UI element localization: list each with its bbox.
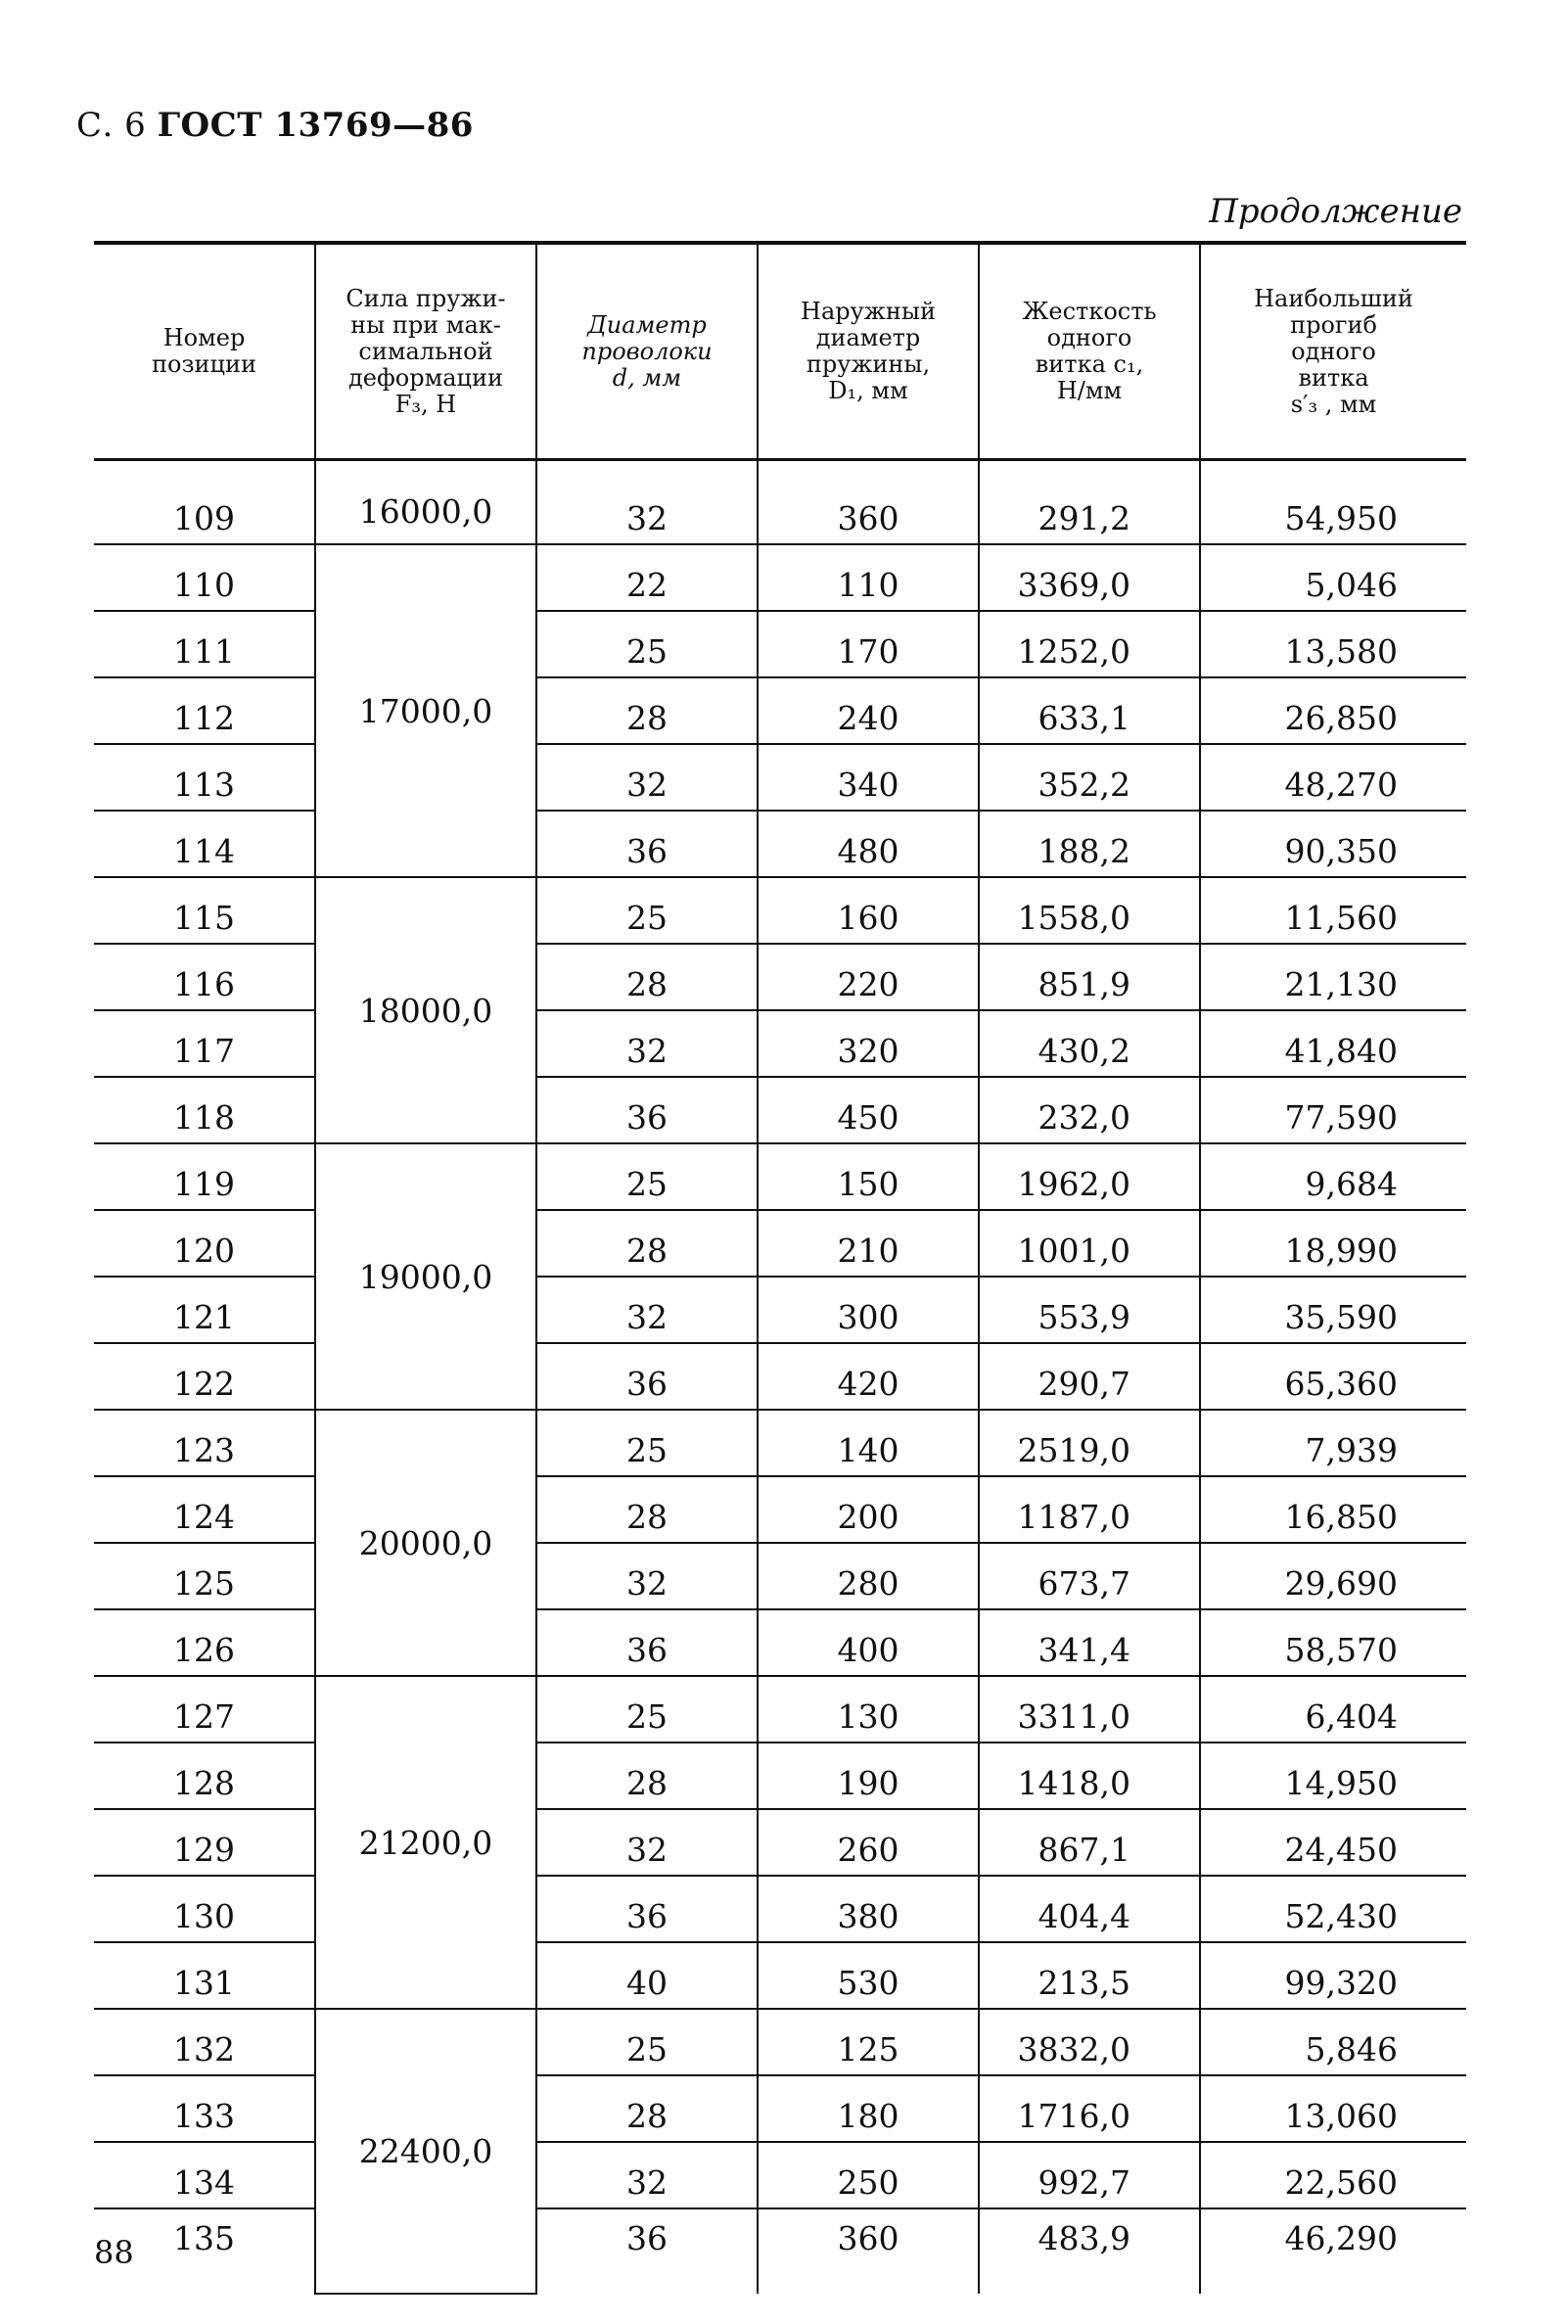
position-number: 119 (94, 1143, 315, 1210)
coil-deflection: 26,850 (1200, 677, 1466, 744)
coil-deflection: 21,130 (1200, 944, 1466, 1010)
wire-diameter: 32 (536, 479, 758, 544)
coil-deflection: 16,850 (1200, 1476, 1466, 1543)
table-row (94, 811, 1466, 877)
header-line: Номер (162, 324, 246, 351)
position-number: 124 (94, 1476, 315, 1543)
table-row (94, 2142, 1466, 2208)
header-line: Диаметр (587, 310, 707, 339)
header-line: F₃, Н (394, 390, 457, 418)
coil-deflection: 6,404 (1200, 1676, 1466, 1743)
spring-parameters-table (94, 245, 1466, 2295)
coil-stiffness: 404,4 (979, 1876, 1200, 1942)
header-line: позиции (152, 350, 256, 378)
header-line: ны при мак- (350, 310, 501, 339)
coil-deflection: 41,840 (1200, 1010, 1466, 1077)
table-row (94, 479, 1466, 544)
position-number: 131 (94, 1942, 315, 2009)
position-number: 120 (94, 1210, 315, 1277)
table-row (94, 611, 1466, 677)
wire-diameter: 36 (536, 811, 758, 877)
header-line: симальной (358, 337, 493, 365)
table-row (94, 1343, 1466, 1410)
coil-deflection: 11,560 (1200, 877, 1466, 944)
coil-stiffness: 992,7 (979, 2142, 1200, 2208)
header-position (94, 245, 315, 460)
table-row (94, 877, 1466, 944)
header-line: витка (1298, 363, 1369, 392)
table-row (94, 2075, 1466, 2142)
header-wire-diameter (536, 245, 758, 460)
coil-stiffness: 232,0 (979, 1077, 1200, 1143)
header-line: Н/мм (1056, 377, 1123, 404)
outer-diameter: 180 (758, 2075, 979, 2142)
wire-diameter: 32 (536, 1277, 758, 1343)
table-row (94, 944, 1466, 1010)
coil-stiffness: 188,2 (979, 811, 1200, 877)
spring-force: 16000,0 (315, 479, 536, 544)
spring-force: 18000,0 (315, 877, 536, 1143)
coil-stiffness: 3311,0 (979, 1676, 1200, 1743)
outer-diameter: 170 (758, 611, 979, 677)
spring-force: 20000,0 (315, 1410, 536, 1676)
wire-diameter: 28 (536, 2075, 758, 2142)
coil-stiffness: 867,1 (979, 1809, 1200, 1876)
coil-deflection: 13,580 (1200, 611, 1466, 677)
header-line: Жесткость (1022, 298, 1157, 325)
coil-deflection: 58,570 (1200, 1609, 1466, 1676)
table-row (94, 1809, 1466, 1876)
wire-diameter: 32 (536, 2142, 758, 2208)
position-number: 133 (94, 2075, 315, 2142)
spring-force: 17000,0 (315, 544, 536, 877)
outer-diameter: 340 (758, 744, 979, 811)
coil-stiffness: 851,9 (979, 944, 1200, 1010)
wire-diameter: 25 (536, 877, 758, 944)
continuation-label: Продолжение (1209, 192, 1462, 231)
position-number: 115 (94, 877, 315, 944)
outer-diameter: 220 (758, 944, 979, 1010)
outer-diameter: 240 (758, 677, 979, 744)
coil-stiffness: 1187,0 (979, 1476, 1200, 1543)
header-stiffness (979, 245, 1200, 460)
table-row (94, 1143, 1466, 1210)
page-label: С. 6 (76, 106, 147, 145)
coil-deflection: 22,560 (1200, 2142, 1466, 2208)
position-number: 126 (94, 1609, 315, 1676)
coil-deflection: 99,320 (1200, 1942, 1466, 2009)
coil-deflection: 65,360 (1200, 1343, 1466, 1410)
table-row (94, 1676, 1466, 1743)
wire-diameter: 25 (536, 1676, 758, 1743)
outer-diameter: 530 (758, 1942, 979, 2009)
position-number: 117 (94, 1010, 315, 1077)
header-line: одного (1046, 324, 1132, 351)
page-number: 88 (94, 2234, 134, 2271)
outer-diameter: 360 (758, 479, 979, 544)
table-row (94, 2208, 1466, 2294)
table-row (94, 1743, 1466, 1809)
outer-diameter: 200 (758, 1476, 979, 1543)
outer-diameter: 150 (758, 1143, 979, 1210)
table-row (94, 1277, 1466, 1343)
wire-diameter: 28 (536, 1476, 758, 1543)
outer-diameter: 210 (758, 1210, 979, 1277)
wire-diameter: 28 (536, 677, 758, 744)
outer-diameter: 360 (758, 2208, 979, 2294)
table-row (94, 744, 1466, 811)
coil-stiffness: 352,2 (979, 744, 1200, 811)
wire-diameter: 25 (536, 2009, 758, 2075)
header-line: d, мм (612, 363, 682, 392)
header-line: Наружный (801, 298, 936, 325)
wire-diameter: 32 (536, 1543, 758, 1609)
wire-diameter: 25 (536, 1143, 758, 1210)
table-row (94, 1543, 1466, 1609)
table-row (94, 1210, 1466, 1277)
header-line: проволоки (581, 337, 713, 365)
coil-stiffness: 1418,0 (979, 1743, 1200, 1809)
coil-stiffness: 430,2 (979, 1010, 1200, 1077)
position-number: 135 (173, 2219, 235, 2257)
position-number: 132 (94, 2009, 315, 2075)
coil-deflection: 29,690 (1200, 1543, 1466, 1609)
coil-stiffness: 1252,0 (979, 611, 1200, 677)
coil-deflection: 7,939 (1200, 1410, 1466, 1476)
header-line: диаметр (815, 324, 921, 351)
table-row (94, 2009, 1466, 2075)
wire-diameter: 25 (536, 611, 758, 677)
coil-stiffness: 291,2 (979, 479, 1200, 544)
coil-stiffness: 1716,0 (979, 2075, 1200, 2142)
position-number: 128 (94, 1743, 315, 1809)
position-number: 134 (94, 2142, 315, 2208)
coil-deflection: 77,590 (1200, 1077, 1466, 1143)
outer-diameter: 160 (758, 877, 979, 944)
wire-diameter: 36 (536, 1343, 758, 1410)
wire-diameter: 28 (536, 1210, 758, 1277)
header-deflection (1200, 245, 1466, 460)
header-line: витка c₁, (1035, 350, 1144, 378)
coil-stiffness: 1001,0 (979, 1210, 1200, 1277)
standard-title: ГОСТ 13769—86 (157, 106, 474, 145)
position-number: 125 (94, 1543, 315, 1609)
coil-stiffness: 290,7 (979, 1343, 1200, 1410)
position-number: 123 (94, 1410, 315, 1476)
outer-diameter: 140 (758, 1410, 979, 1476)
outer-diameter: 250 (758, 2142, 979, 2208)
position-number: 113 (94, 744, 315, 811)
position-number: 109 (94, 479, 315, 544)
table-row (94, 1010, 1466, 1077)
coil-stiffness: 1962,0 (979, 1143, 1200, 1210)
header-line: пружины, (806, 350, 931, 378)
spring-force: 21200,0 (315, 1676, 536, 2009)
header-line: одного (1291, 337, 1376, 365)
wire-diameter: 40 (536, 1942, 758, 2009)
header-force (315, 245, 536, 460)
coil-stiffness: 673,7 (979, 1543, 1200, 1609)
outer-diameter: 480 (758, 811, 979, 877)
coil-stiffness: 3832,0 (979, 2009, 1200, 2075)
table-row (94, 1410, 1466, 1476)
outer-diameter: 110 (758, 544, 979, 611)
coil-stiffness: 483,9 (979, 2208, 1200, 2294)
position-number: 122 (94, 1343, 315, 1410)
coil-stiffness: 3369,0 (979, 544, 1200, 611)
header-outer-diameter (758, 245, 979, 460)
header-line: s′₃ , мм (1290, 390, 1377, 418)
coil-stiffness: 2519,0 (979, 1410, 1200, 1476)
coil-deflection: 24,450 (1200, 1809, 1466, 1876)
coil-deflection: 54,950 (1200, 479, 1466, 544)
coil-deflection: 5,046 (1200, 544, 1466, 611)
position-number: 121 (94, 1277, 315, 1343)
outer-diameter: 130 (758, 1676, 979, 1743)
outer-diameter: 450 (758, 1077, 979, 1143)
wire-diameter: 28 (536, 944, 758, 1010)
outer-diameter: 280 (758, 1543, 979, 1609)
wire-diameter: 36 (536, 2208, 758, 2294)
coil-deflection: 18,990 (1200, 1210, 1466, 1277)
outer-diameter: 125 (758, 2009, 979, 2075)
page-header (76, 106, 474, 145)
spring-force: 22400,0 (315, 2009, 536, 2294)
outer-diameter: 400 (758, 1609, 979, 1676)
outer-diameter: 300 (758, 1277, 979, 1343)
outer-diameter: 380 (758, 1876, 979, 1942)
outer-diameter: 260 (758, 1809, 979, 1876)
coil-deflection: 9,684 (1200, 1143, 1466, 1210)
position-number: 118 (94, 1077, 315, 1143)
wire-diameter: 32 (536, 1809, 758, 1876)
coil-deflection: 14,950 (1200, 1743, 1466, 1809)
wire-diameter: 25 (536, 1410, 758, 1476)
coil-deflection: 13,060 (1200, 2075, 1466, 2142)
outer-diameter: 420 (758, 1343, 979, 1410)
table-row (94, 1942, 1466, 2009)
coil-stiffness: 341,4 (979, 1609, 1200, 1676)
table-body (94, 460, 1466, 2295)
position-number: 129 (94, 1809, 315, 1876)
table-row (94, 544, 1466, 611)
wire-diameter: 22 (536, 544, 758, 611)
coil-stiffness: 1558,0 (979, 877, 1200, 944)
outer-diameter: 320 (758, 1010, 979, 1077)
table-row (94, 677, 1466, 744)
coil-deflection: 46,290 (1200, 2208, 1466, 2294)
spring-force: 19000,0 (315, 1143, 536, 1410)
coil-deflection: 48,270 (1200, 744, 1466, 811)
table-row (94, 1609, 1466, 1676)
wire-diameter: 28 (536, 1743, 758, 1809)
wire-diameter: 36 (536, 1609, 758, 1676)
position-number: 130 (94, 1876, 315, 1942)
coil-deflection: 35,590 (1200, 1277, 1466, 1343)
coil-deflection: 90,350 (1200, 811, 1466, 877)
coil-stiffness: 553,9 (979, 1277, 1200, 1343)
position-number: 110 (94, 544, 315, 611)
table-row (94, 1077, 1466, 1143)
header-line: Сила пружи- (346, 284, 506, 312)
header-line: деформации (348, 363, 503, 392)
position-number: 116 (94, 944, 315, 1010)
header-line: Наибольший (1254, 284, 1413, 312)
wire-diameter: 32 (536, 744, 758, 811)
wire-diameter: 32 (536, 1010, 758, 1077)
table-row (94, 1876, 1466, 1942)
position-number: 127 (94, 1676, 315, 1743)
header-line: D₁, мм (828, 377, 908, 404)
table-row (94, 1476, 1466, 1543)
header-line: прогиб (1290, 310, 1377, 339)
coil-stiffness: 633,1 (979, 677, 1200, 744)
position-number: 111 (94, 611, 315, 677)
outer-diameter: 190 (758, 1743, 979, 1809)
position-number: 112 (94, 677, 315, 744)
coil-deflection: 5,846 (1200, 2009, 1466, 2075)
coil-deflection: 52,430 (1200, 1876, 1466, 1942)
position-number: 114 (94, 811, 315, 877)
wire-diameter: 36 (536, 1876, 758, 1942)
wire-diameter: 36 (536, 1077, 758, 1143)
coil-stiffness: 213,5 (979, 1942, 1200, 2009)
